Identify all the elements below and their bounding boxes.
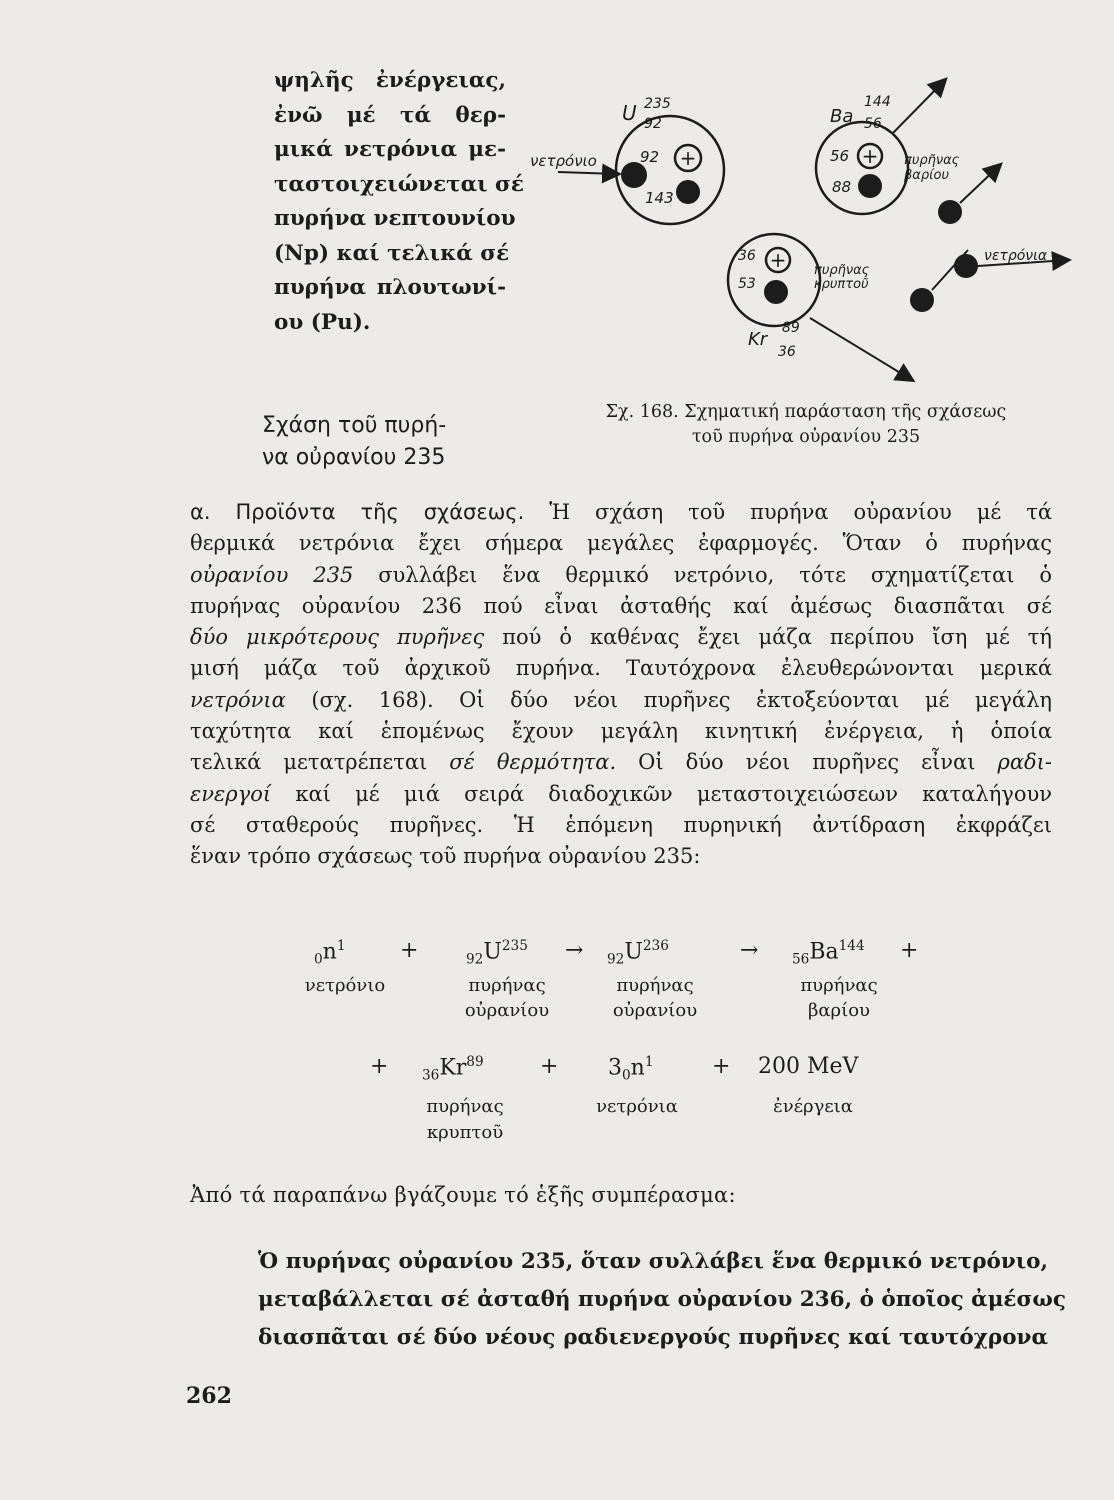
eq-label: ἐνέργεια	[773, 1096, 853, 1117]
side-text-line: ου (Pu).	[274, 309, 371, 335]
side-text-line: (Np) καί τελικά σέ	[274, 240, 510, 266]
eq-label: πυρήνας	[426, 1096, 504, 1117]
eq-u235: $_{92}U^{235}$	[466, 938, 528, 968]
eq-label: βαρίου	[808, 1000, 870, 1021]
eq-label: κρυπτοῦ	[426, 1122, 504, 1143]
page-number: 262	[186, 1383, 232, 1409]
caption-line: Σχ. 168. Σχηματική παράσταση τῆς σχάσεως	[605, 402, 1007, 422]
eq-kr89: $_{36}Kr^{89}$	[422, 1054, 484, 1084]
kr-symbol: Kr	[748, 329, 768, 350]
ba-label: πυρῆνας	[904, 153, 960, 168]
paragraph-text: καί μέ μιά σειρά διαδοχικῶν μεταστοιχειώσεων καταλήγουν	[295, 781, 1053, 806]
eq-plus: +	[370, 1054, 389, 1079]
kr-label: κρυπτοῦ	[814, 277, 869, 292]
paragraph-line: μισή μάζα τοῦ ἀρχικοῦ πυρήνα. Ταυτόχρονα ἐλευθερώνονται μερικά	[190, 656, 1052, 681]
eq-ba144: $_{56}Ba^{144}$	[792, 938, 865, 968]
u-mass: 235	[644, 96, 671, 112]
main-paragraph	[190, 497, 1052, 873]
side-text-line: ταστοιχειώνεται σέ	[274, 171, 524, 197]
kr-z: 36	[778, 344, 796, 360]
eq-arrow: →	[740, 938, 759, 963]
side-text-line: ψηλῆς ἐνέργειας,	[274, 68, 506, 93]
eq-neutron: $_0n^1$	[314, 938, 346, 968]
ba-neutrons: 88	[832, 178, 852, 196]
neutron-dot	[676, 180, 700, 204]
ba-symbol: Ba	[830, 106, 854, 127]
conclusion-block	[258, 1243, 1066, 1357]
eq-energy: 200 MeV	[758, 1054, 859, 1079]
italic-term: νετρόνια	[190, 687, 286, 712]
neutron-arrow	[960, 165, 1000, 203]
kr-label: πυρῆνας	[814, 263, 870, 278]
side-text-line: πυρήνα πλουτωνί-	[274, 275, 506, 300]
plus-sign: +	[769, 248, 787, 272]
kr-mass: 89	[782, 320, 800, 336]
eq-arrow: →	[565, 938, 584, 963]
paragraph-text: τελικά μετατρέπεται	[190, 750, 428, 775]
eq-label: νετρόνια	[596, 1096, 678, 1117]
paragraph-line: θερμικά νετρόνια ἔχει σήμερα μεγάλες ἐφαρμογές. Ὅταν ὁ πυρήνας	[190, 531, 1052, 556]
emitted-neutron	[938, 200, 962, 224]
eq-plus: +	[400, 938, 419, 963]
paragraph-text: συλλάβει ἕνα θερμικό νετρόνιο, τότε σχηματίζεται ὁ	[378, 562, 1052, 587]
italic-term: ενεργοί	[190, 781, 272, 806]
paragraph-text: πού ὁ καθένας ἔχει μάζα περίπου ἴση μέ τή	[502, 625, 1052, 650]
neutron-dot	[858, 174, 882, 198]
barium-nucleus	[816, 122, 908, 214]
eq-u236: $_{92}U^{236}$	[607, 938, 669, 968]
incoming-neutron-label: νετρόνιο	[530, 152, 597, 170]
u-symbol: U	[622, 101, 637, 125]
emitted-neutron	[910, 288, 934, 312]
plus-sign: +	[861, 144, 879, 168]
side-text-block	[274, 64, 524, 340]
eq-label: νετρόνιο	[304, 975, 386, 996]
italic-term: ραδι-	[997, 750, 1052, 775]
neutron-dot	[764, 280, 788, 304]
plus-sign: +	[679, 146, 697, 170]
u-z: 92	[644, 116, 662, 132]
side-heading-line: Σχάση τοῦ πυρή-	[262, 413, 447, 438]
paragraph-text: (σχ. 168). Οἱ δύο νέοι πυρῆνες ἐκτοξεύονται μέ μεγάλη	[311, 687, 1052, 712]
italic-term: δύο μικρότερους πυρῆνες	[190, 625, 485, 650]
paragraph-line: σέ σταθερούς πυρῆνες. Ἡ ἑπόμενη πυρηνική ἀντίδραση ἐκφράζει	[190, 812, 1052, 837]
eq-label: πυρήνας	[616, 975, 694, 996]
eq-label: οὐρανίου	[612, 1000, 698, 1021]
eq-label: πυρήνας	[468, 975, 546, 996]
side-heading	[262, 410, 446, 474]
paragraph-text: Οἱ δύο νέοι πυρῆνες εἶναι	[638, 750, 976, 775]
eq-plus: +	[540, 1054, 559, 1079]
eq-plus: +	[900, 938, 919, 963]
kr-neutrons: 53	[738, 276, 756, 292]
emitted-neutrons-label: νετρόνια	[984, 248, 1048, 264]
u-neutrons: 143	[645, 189, 674, 207]
conclusion-intro: Ἀπό τά παραπάνω βγάζουμε τό ἑξῆς συμπέρασμα:	[190, 1183, 736, 1207]
kr-protons: 36	[738, 248, 756, 264]
barium-arrow	[892, 80, 945, 134]
conclusion-line: μεταβάλλεται σέ ἀσταθή πυρήνα οὐρανίου 236, ὁ ὁποῖος ἀμέσως	[258, 1287, 1066, 1312]
paragraph-text: Ἡ σχάση τοῦ πυρήνα οὐρανίου μέ τά	[549, 500, 1052, 524]
paragraph-line: ταχύτητα καί ἑπομένως ἔχουν μεγάλη κινητική ἐνέργεια, ἡ ὁποία	[190, 719, 1052, 744]
eq-3n: $3_0n^1$	[608, 1054, 654, 1084]
fission-diagram	[520, 70, 1080, 390]
italic-term: σέ θερμότητα.	[449, 750, 617, 775]
caption-line: τοῦ πυρήνα οὐρανίου 235	[691, 427, 921, 447]
u-protons: 92	[640, 148, 660, 166]
incoming-arrow	[558, 172, 618, 174]
krypton-arrow	[810, 318, 912, 380]
paragraph-line: ἕναν τρόπο σχάσεως τοῦ πυρήνα οὐρανίου 235:	[190, 844, 701, 869]
eq-plus: +	[712, 1054, 731, 1079]
ba-mass: 144	[864, 94, 891, 110]
side-heading-line: να οὐρανίου 235	[262, 445, 446, 470]
emitted-neutron	[954, 254, 978, 278]
figure-caption	[556, 400, 1056, 450]
side-text-line: πυρήνα νεπτουνίου	[274, 206, 516, 231]
conclusion-line: Ὁ πυρήνας οὐρανίου 235, ὅταν συλλάβει ἕνα θερμικό νετρόνιο,	[258, 1249, 1048, 1274]
conclusion-line: διασπᾶται σέ δύο νέους ραδιενεργούς πυρῆνες καί ταυτόχρονα	[258, 1325, 1048, 1350]
side-text-line: ἐνῶ μέ τά θερ-	[274, 102, 506, 128]
side-text-line: μικά νετρόνια με-	[274, 137, 506, 162]
ba-z: 56	[864, 116, 882, 132]
ba-label: βαρίου	[904, 168, 949, 183]
eq-label: οὐρανίου	[464, 1000, 550, 1021]
section-heading: α. Προϊόντα τῆς σχάσεως.	[190, 500, 525, 524]
italic-term: οὐρανίου 235	[190, 562, 354, 587]
eq-label: πυρήνας	[800, 975, 878, 996]
paragraph-line: πυρήνας οὐρανίου 236 πού εἶναι ἀσταθής καί ἀμέσως διασπᾶται σέ	[190, 593, 1052, 618]
ba-protons: 56	[830, 147, 850, 165]
